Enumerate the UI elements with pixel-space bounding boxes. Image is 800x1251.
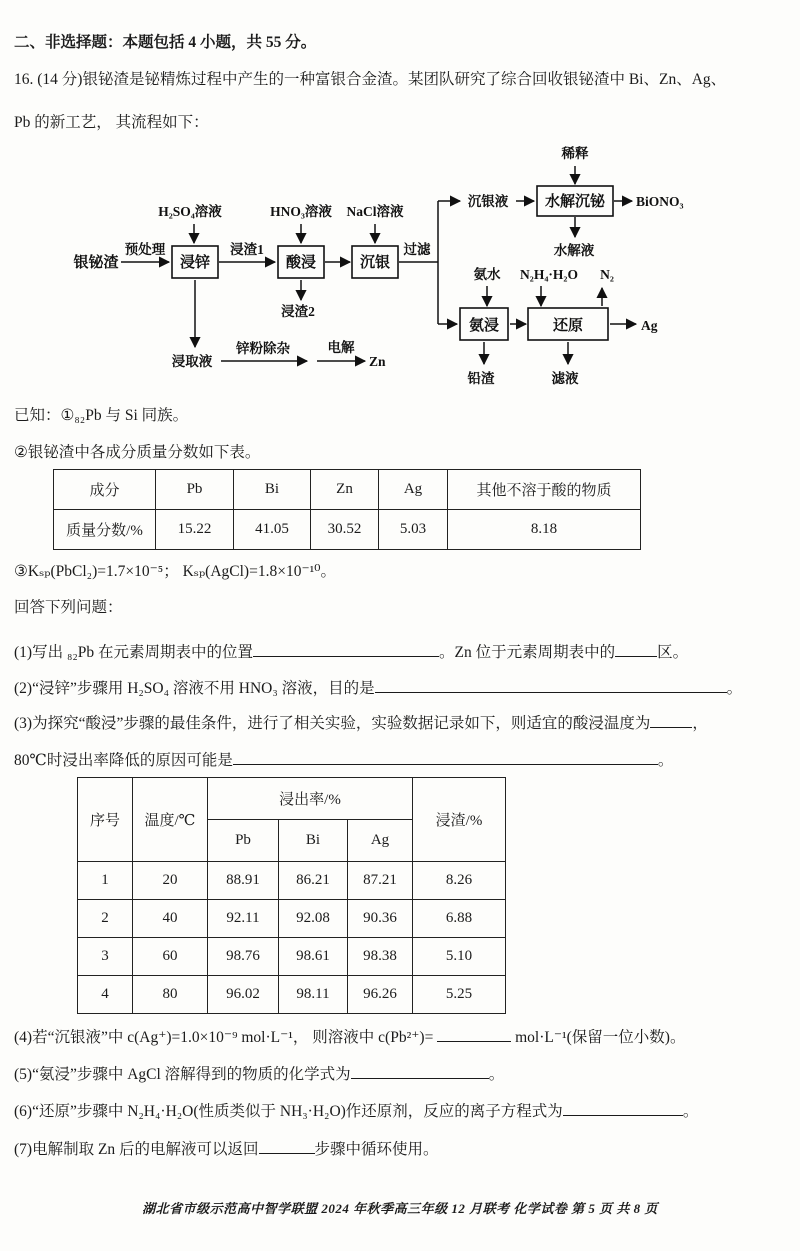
table-cell: Bi [279,820,348,862]
diagram-label-pretreatment: 预处理 [124,242,166,257]
table-cell: 98.76 [208,938,279,976]
table-cell: 96.26 [348,976,413,1014]
question-text: ， [692,715,708,732]
answer-blank [259,1138,315,1154]
table-cell: 6.88 [413,900,506,938]
question-text: 。 [488,1066,505,1083]
section-header: 二、非选择题：本题包括 4 小题，共 55 分。 [14,34,317,51]
table-cell: 86.21 [279,862,348,900]
diagram-label-silver-liquid: 沉银液 [467,194,509,209]
table-row [78,976,506,1014]
diagram-label-hno3: HNO₃溶液 [270,204,332,219]
known-item-2: ②银铋渣中各成分质量分数如下表。 [14,444,261,461]
question-text: (6)“还原”步骤中 N₂H₄·H₂O(性质类似于 NH₃·H₂O)作还原剂，反应的离子方程式为 [14,1103,563,1120]
table-cell: 92.08 [279,900,348,938]
question-text: 。Zn 位于元素周期表中的 [439,644,616,661]
table-cell: Zn [311,470,379,510]
answer-blank [615,641,657,657]
experiment-table [77,777,506,1014]
answer-prompt: 回答下列问题： [14,599,123,616]
table-cell: 浸渣/% [413,778,506,862]
question-text: mol·L⁻¹(保留一位小数)。 [511,1029,686,1046]
known-item-1: 已知：①₈₂Pb 与 Si 同族。 [14,407,189,424]
diagram-label-zn: Zn [369,354,386,369]
table-cell: 其他不溶于酸的物质 [448,470,641,510]
question-2 [14,676,742,698]
answer-blank [351,1063,489,1079]
question-text: 。 [657,752,674,769]
diagram-label-ag: Ag [641,318,658,333]
table-cell: 2 [78,900,133,938]
composition-table [53,469,641,550]
table-cell: 96.02 [208,976,279,1014]
question-text: (2)“浸锌”步骤用 H₂SO₄ 溶液不用 HNO₃ 溶液，目的是 [14,680,375,697]
table-cell: Ag [348,820,413,862]
diagram-label-leachate: 浸取液 [171,354,213,369]
table-cell: 92.11 [208,900,279,938]
table-cell: 88.91 [208,862,279,900]
process-box-reduction-label: 还原 [552,318,584,334]
table-cell: Pb [156,470,234,510]
answer-blank [650,712,692,728]
table-cell: 60 [133,938,208,976]
question-5 [14,1062,504,1084]
process-box-hydrolysis-label: 水解沉铋 [544,194,606,210]
diagram-label-lead-residue: 铅渣 [467,371,495,386]
table-cell: 浸出率/% [208,778,413,820]
table-row [78,862,506,900]
process-flow-diagram [0,140,800,400]
answer-blank [437,1026,511,1042]
table-cell: 3 [78,938,133,976]
table-cell: Ag [379,470,448,510]
question-1 [14,640,688,662]
question-3-line2 [14,748,673,770]
diagram-label-hydrolysis-liquid: 水解液 [553,243,595,258]
question-text: (5)“氨浸”步骤中 AgCl 溶解得到的物质的化学式为 [14,1066,351,1083]
process-box-zinc-leach-label: 浸锌 [179,255,211,271]
table-cell: 40 [133,900,208,938]
question-intro-line2: Pb 的新工艺， 其流程如下： [14,114,209,131]
answer-blank [563,1100,683,1116]
table-cell: 30.52 [311,510,379,550]
diagram-label-nacl: NaCl溶液 [346,204,404,219]
process-box-acid-leach-label: 酸浸 [285,255,317,271]
known-item-3: ③Kₛₚ(PbCl₂)=1.7×10⁻⁵； Kₛₚ(AgCl)=1.8×10⁻¹⁰。 [14,563,336,580]
diagram-label-ammonia: 氨水 [473,267,501,282]
question-text: (1)写出 ₈₂Pb 在元素周期表中的位置 [14,644,254,661]
table-cell: 98.38 [348,938,413,976]
question-6 [14,1099,698,1121]
question-text: (3)为探究“酸浸”步骤的最佳条件，进行了相关实验，实验数据记录如下，则适宜的酸浸温度为 [14,715,651,732]
table-cell: 8.26 [413,862,506,900]
question-text: 区。 [657,644,689,661]
table-cell: 质量分数/% [54,510,156,550]
question-intro-line1: 16. (14 分)银铋渣是铋精炼过程中产生的一种富银合金渣。某团队研究了综合回收银铋渣中 Bi、Zn、Ag、 [14,71,727,88]
composition-value-row [54,510,641,550]
table-cell: 5.10 [413,938,506,976]
question-text: 。 [682,1103,699,1120]
diagram-label-biono3: BiONO₃ [636,194,684,209]
table-cell: 41.05 [234,510,311,550]
table-cell: 1 [78,862,133,900]
table-row [78,900,506,938]
page-footer: 湖北省市级示范高中智学联盟 2024 年秋季高三年级 12 月联考 化学试卷 第 5 页 共 8 页 [142,1201,658,1216]
diagram-label-n2h4: N₂H₄·H₂O [520,267,578,282]
question-text: 。 [726,680,743,697]
question-text: 步骤中循环使用。 [314,1141,439,1158]
diagram-label-residue2: 浸渣2 [281,304,315,319]
diagram-label-filtrate: 滤液 [551,371,579,386]
table-cell: 5.03 [379,510,448,550]
diagram-label-n2: N₂ [600,267,614,282]
table-cell: Pb [208,820,279,862]
table-cell: 成分 [54,470,156,510]
table-cell: Bi [234,470,311,510]
diagram-label-zinc-dust: 锌粉除杂 [236,341,290,356]
table-cell: 温度/℃ [133,778,208,862]
diagram-label-feed: 银铋渣 [73,255,119,271]
diagram-label-h2so4: H₂SO₄溶液 [158,204,222,219]
table-cell: 98.11 [279,976,348,1014]
answer-blank [233,749,658,765]
table-cell: 15.22 [156,510,234,550]
question-text: 80℃时浸出率降低的原因可能是 [14,752,233,769]
table-cell: 90.36 [348,900,413,938]
question-7 [14,1137,439,1159]
table-cell: 80 [133,976,208,1014]
question-3-line1 [14,711,708,733]
answer-blank [375,677,727,693]
question-text: (4)若“沉银液”中 c(Ag⁺)=1.0×10⁻⁹ mol·L⁻¹， 则溶液中 c(Pb²⁺)= [14,1029,438,1046]
table-cell: 98.61 [279,938,348,976]
table-cell: 序号 [78,778,133,862]
question-4 [14,1025,685,1047]
table-cell: 5.25 [413,976,506,1014]
process-box-silver-precip-label: 沉银 [359,255,391,271]
answer-blank [253,641,439,657]
experiment-header-row1 [78,778,506,820]
process-box-ammonia-leach-label: 氨浸 [468,318,500,334]
composition-header-row [54,470,641,510]
table-cell: 4 [78,976,133,1014]
table-cell: 87.21 [348,862,413,900]
table-cell: 8.18 [448,510,641,550]
diagram-label-electrolysis: 电解 [327,340,355,355]
question-text: (7)电解制取 Zn 后的电解液可以返回 [14,1141,259,1158]
diagram-label-residue1: 浸渣1 [230,242,264,257]
table-row [78,938,506,976]
diagram-label-dilute: 稀释 [561,146,589,161]
table-cell: 20 [133,862,208,900]
diagram-label-filter: 过滤 [403,242,431,257]
